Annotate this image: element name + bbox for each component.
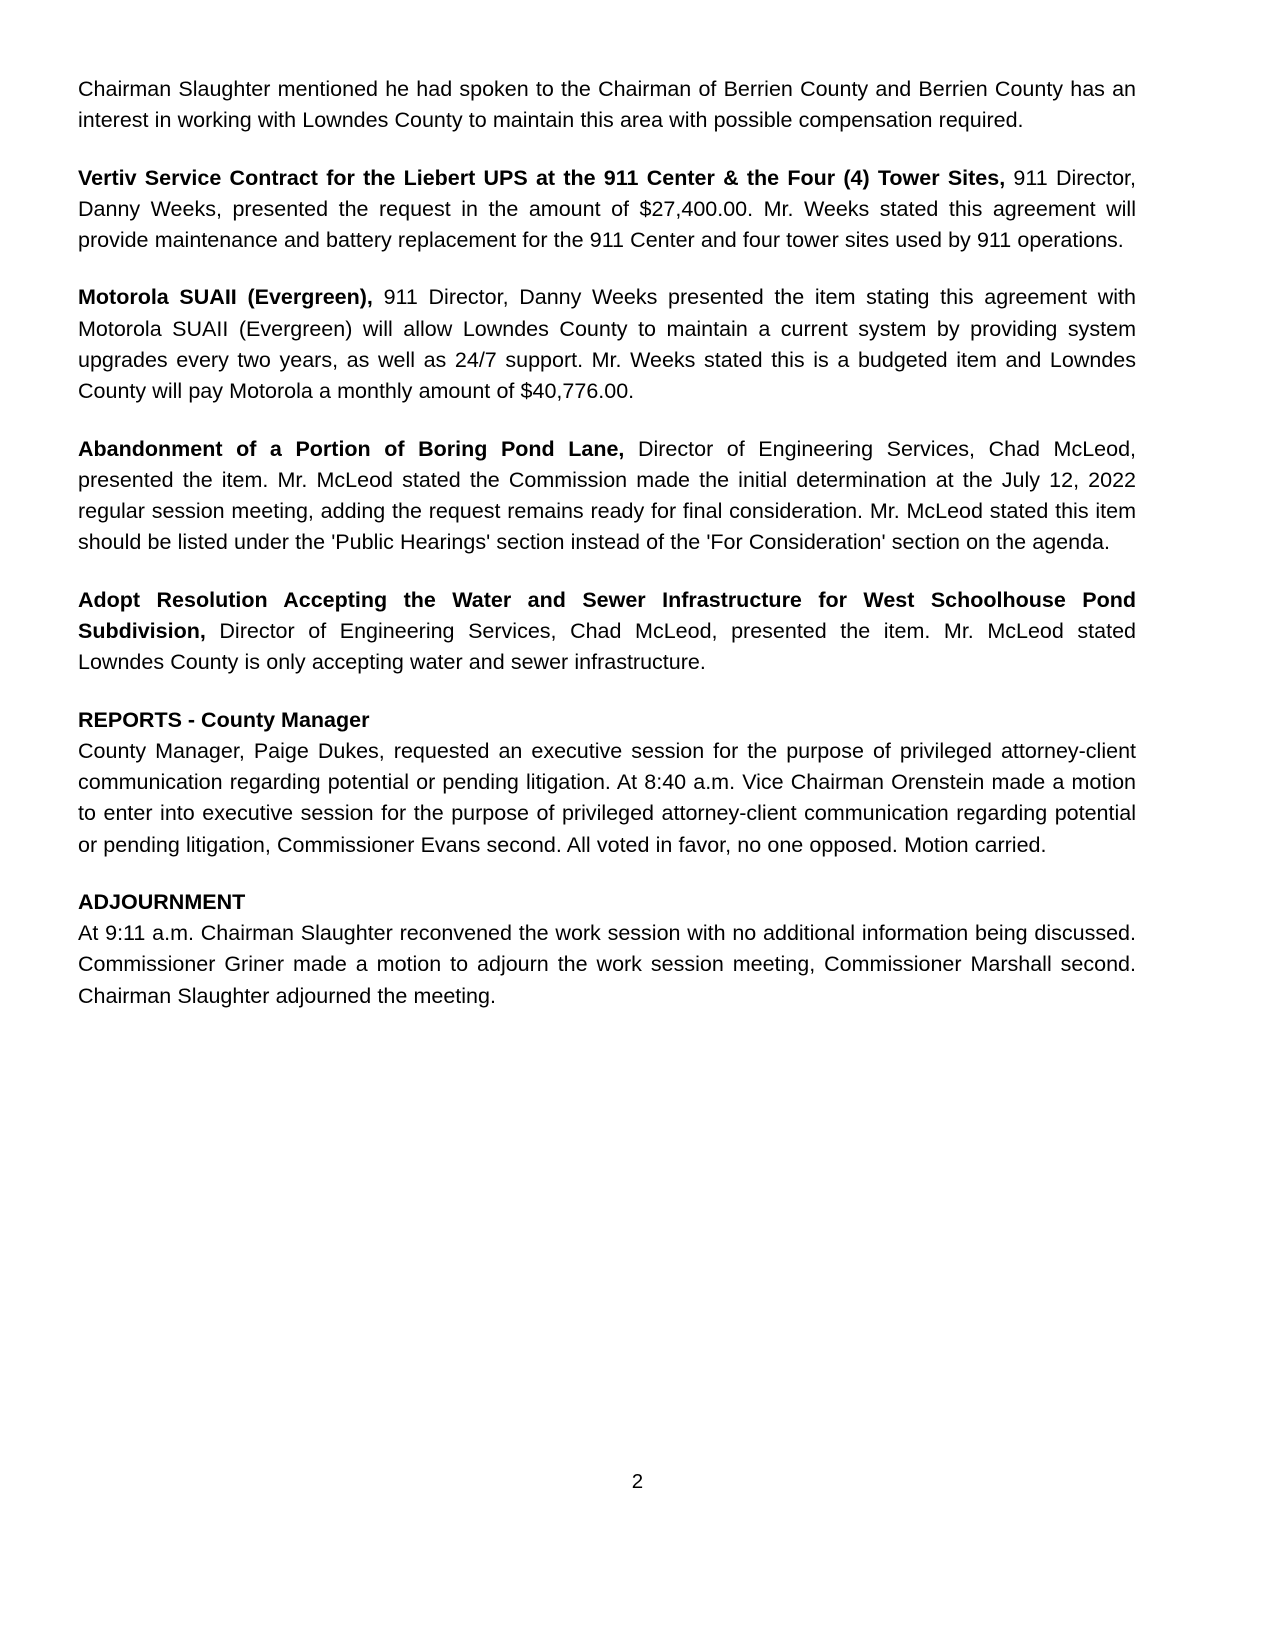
paragraph-reports-county-manager: County Manager, Paige Dukes, requested an executive session for the purpose of privileged attorney-client communication regarding potential or pending litigation. At 8:40 a.m. Vice Chairman Orenstein made a motion to enter into executive session for the purpose of privileged attorney-client communication regarding potential or pending litigation, Commissioner Evans second. All voted in favor, no one opposed. Motion carried.: [78, 738, 1136, 857]
paragraph-lead-in: Vertiv Service Contract for the Liebert UPS at the 911 Center & the Four (4) Tower Sites,: [78, 165, 1006, 190]
paragraph-vertiv-service-contract: [78, 163, 1136, 257]
heading-reports-county-manager: REPORTS - County Manager: [78, 707, 370, 732]
paragraph-text: Chairman Slaughter mentioned he had spoken to the Chairman of Berrien County and Berrien County has an interest in working with Lowndes County to maintain this area with possible compensation required.: [78, 77, 1136, 133]
paragraph-text: Director of Engineering Services, Chad McLeod, presented the item. Mr. McLeod stated Lowndes County is only accepting water and sewer infrastructure.: [78, 618, 1136, 675]
paragraph-berrien-county: [78, 74, 1136, 137]
paragraph-text: Director of Engineering Services, Chad McLeod, presented the item. Mr. McLeod stated the Commission made the initial determination at the July 12, 2022 regular session meeting, adding the request remains ready for final consideration. Mr. McLeod stated this item should be listed under the 'Public Hearings' section instead of the 'For Consideration' section on the agenda.: [78, 436, 1137, 555]
paragraph-text: 911 Director, Danny Weeks, presented the request in the amount of $27,400.00. Mr. Weeks stated this agreement will provide maintenance and battery replacement for the 911 Center and four tower sites used by 911 operations.: [78, 165, 1136, 253]
document-body: [78, 74, 1136, 1012]
paragraph-motorola-suaii: [78, 282, 1136, 407]
paragraph-lead-in: Adopt Resolution Accepting the Water and Sewer Infrastructure for West Schoolhouse Pond Subdivision,: [78, 587, 1136, 643]
heading-adjournment: ADJOURNMENT: [78, 889, 246, 914]
paragraph-text: 911 Director, Danny Weeks presented the item stating this agreement with Motorola SUAII (Evergreen) will allow Lowndes County to maintain a current system by providing system upgrades every two years, as well as 24/7 support. Mr. Weeks stated this is a budgeted item and Lowndes County will pay Motorola a monthly amount of $40,776.00.: [78, 285, 1136, 404]
paragraph-west-schoolhouse-pond-resolution: [78, 585, 1136, 679]
paragraph-lead-in: Motorola SUAII (Evergreen),: [78, 285, 373, 310]
paragraph-adjournment: At 9:11 a.m. Chairman Slaughter reconvened the work session with no additional information being discussed. Commissioner Griner made a motion to adjourn the work session meeting, Commissioner Marshall second. Chairman Slaughter adjourned the meeting.: [78, 921, 1136, 1008]
page-number: 2: [631, 1470, 644, 1493]
paragraph-boring-pond-lane-abandonment: [78, 434, 1136, 559]
paragraph-lead-in: Abandonment of a Portion of Boring Pond Lane,: [78, 436, 625, 461]
